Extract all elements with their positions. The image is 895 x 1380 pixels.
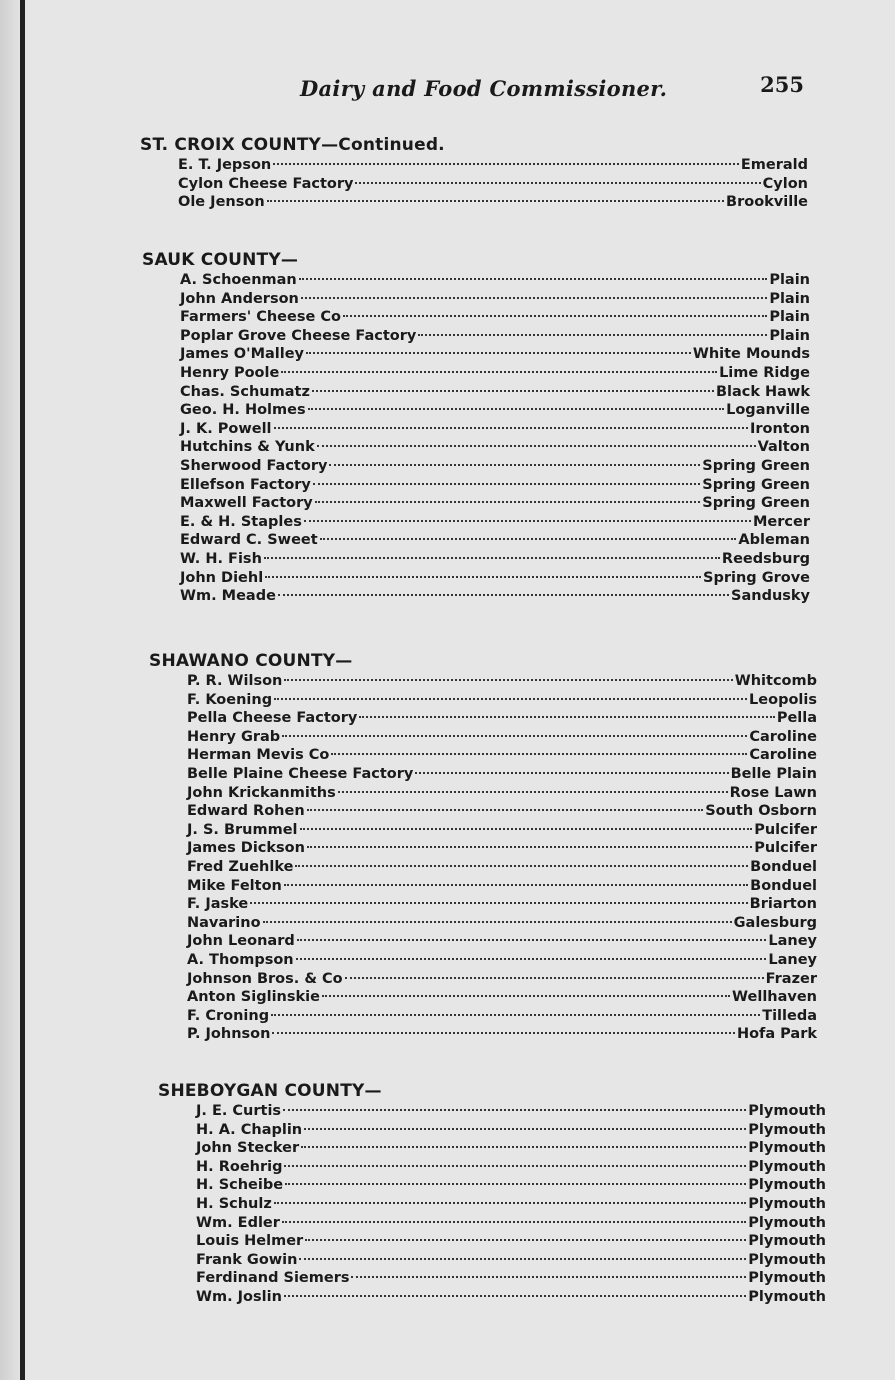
entry-name: Navarino: [187, 914, 261, 931]
list-item: [142, 308, 810, 327]
dot-leader: [299, 277, 768, 280]
entry-place: Plymouth: [748, 1103, 826, 1119]
entry-name: Sherwood Factory: [180, 457, 328, 474]
entry-name: E. T. Jepson: [178, 157, 272, 173]
county-heading: ST. CROIX COUNTY—Continued.: [140, 135, 445, 155]
entry-name: Ferdinand Siemers: [196, 1270, 350, 1287]
entry-name: J. K. Powell: [180, 420, 272, 437]
entry-place: Plymouth: [748, 1195, 826, 1212]
entry-name: H. Schulz: [196, 1195, 272, 1212]
dot-leader: [301, 1145, 746, 1148]
list-item: [142, 345, 810, 364]
entry-place: White Mounds: [692, 346, 810, 363]
entry-place: Loganville: [726, 402, 810, 419]
entry-place: Cylon: [762, 175, 808, 192]
entry-name: Ole Jenson: [178, 194, 265, 211]
entry-place: Plymouth: [748, 1251, 826, 1268]
entry-name: Wm. Joslin: [196, 1288, 282, 1305]
entry-name: John Diehl: [180, 569, 264, 586]
page-header: [300, 72, 820, 106]
entry-name: John Stecker: [196, 1140, 300, 1157]
list-item: [142, 401, 810, 420]
entry-name: Pella Cheese Factory: [187, 710, 358, 727]
dot-leader: [284, 1294, 746, 1297]
county-heading: SHEBOYGAN COUNTY—: [158, 1081, 382, 1101]
dot-leader: [343, 314, 767, 317]
entry-place: Plymouth: [748, 1288, 826, 1305]
entry-place: Belle Plain: [730, 765, 817, 782]
dot-leader: [313, 482, 700, 485]
entry-place: Rose Lawn: [729, 784, 817, 801]
entry-name: Frank Gowin: [196, 1251, 298, 1268]
list-item: [142, 457, 810, 476]
list-item: [149, 672, 817, 691]
entry-place: Plymouth: [748, 1270, 826, 1287]
entry-name: W. H. Fish: [180, 550, 262, 567]
entry-place: Hofa Park: [736, 1026, 817, 1043]
dot-leader: [300, 827, 753, 830]
list-item: [142, 569, 810, 588]
county-heading: SAUK COUNTY—: [142, 250, 299, 270]
list-item: [140, 193, 808, 212]
entry-name: Belle Plaine Cheese Factory: [187, 765, 414, 782]
entry-name: F. Koening: [187, 691, 273, 708]
dot-leader: [351, 1275, 746, 1278]
entry-name: John Anderson: [180, 290, 299, 307]
entry-name: James Dickson: [187, 840, 305, 857]
entry-place: Wellhaven: [732, 989, 817, 1006]
list-item: [142, 438, 810, 457]
dot-leader: [273, 162, 739, 165]
list-item: [140, 175, 808, 194]
entry-place: Reedsburg: [721, 550, 810, 567]
list-item: [140, 156, 808, 175]
list-item: [149, 858, 817, 877]
entry-place: Bonduel: [750, 858, 817, 875]
entry-place: Plymouth: [748, 1158, 826, 1175]
dot-leader: [284, 1164, 746, 1167]
list-item: [149, 709, 817, 728]
county-section-sauk: [142, 249, 810, 606]
entry-place: Sandusky: [731, 588, 810, 605]
entry-place: Plain: [769, 290, 810, 307]
entry-place: Spring Green: [702, 457, 810, 474]
entry-place: Plymouth: [748, 1214, 826, 1231]
entry-place: Ironton: [749, 420, 810, 437]
entry-name: Geo. H. Holmes: [180, 402, 306, 419]
entry-name: Henry Poole: [180, 364, 280, 381]
dot-leader: [281, 370, 717, 373]
list-item: [142, 364, 810, 383]
dot-leader: [312, 389, 714, 392]
entry-name: Edward Rohen: [187, 803, 305, 820]
entry-name: E. & H. Staples: [180, 513, 302, 530]
entry-name: A. Schoenman: [180, 272, 297, 288]
entry-place: Plain: [769, 272, 810, 288]
list-item: [149, 728, 817, 747]
entry-name: Farmers' Cheese Co: [180, 309, 341, 326]
dot-leader: [282, 1220, 746, 1223]
entry-name: H. A. Chaplin: [196, 1121, 303, 1138]
dot-leader: [315, 500, 701, 503]
dot-leader: [274, 426, 748, 429]
dot-leader: [284, 883, 748, 886]
entry-place: Leopolis: [749, 691, 817, 708]
entry-name: Anton Siglinskie: [187, 989, 320, 1006]
dot-leader: [282, 734, 747, 737]
entry-name: H. Roehrig: [196, 1158, 283, 1175]
entry-name: Ellefson Factory: [180, 476, 311, 493]
dot-leader: [283, 1108, 746, 1111]
entry-name: John Krickanmiths: [187, 784, 336, 801]
dot-leader: [329, 463, 700, 466]
list-item: [149, 802, 817, 821]
county-heading: SHAWANO COUNTY—: [149, 651, 353, 671]
dot-leader: [307, 845, 752, 848]
entry-name: Johnson Bros. & Co: [187, 970, 343, 987]
dot-leader: [307, 808, 704, 811]
dot-leader: [301, 296, 767, 299]
dot-leader: [355, 181, 760, 184]
entry-place: Plymouth: [748, 1140, 826, 1157]
entry-place: Bonduel: [750, 877, 817, 894]
running-title: Dairy and Food Commissioner.: [300, 76, 668, 101]
dot-leader: [320, 537, 737, 540]
list-item: [149, 877, 817, 896]
list-item: [158, 1232, 826, 1251]
list-item: [142, 531, 810, 550]
entry-place: Lime Ridge: [719, 364, 810, 381]
entry-name: Herman Mevis Co: [187, 747, 330, 764]
dot-leader: [263, 920, 732, 923]
county-section-st-croix: [140, 134, 808, 212]
dot-leader: [322, 994, 730, 997]
dot-leader: [267, 199, 724, 202]
entry-place: Ableman: [738, 532, 810, 549]
list-item: [142, 587, 810, 606]
list-item: [149, 691, 817, 710]
entry-name: John Leonard: [187, 933, 295, 950]
entry-place: Spring Green: [702, 495, 810, 512]
entry-place: Brookville: [726, 194, 808, 211]
entry-place: Caroline: [749, 747, 817, 764]
dot-leader: [278, 593, 729, 596]
list-item: [149, 746, 817, 765]
list-item: [149, 821, 817, 840]
dot-leader: [317, 444, 756, 447]
list-item: [142, 327, 810, 346]
entry-name: James O'Malley: [180, 346, 305, 363]
entry-place: Pulcifer: [754, 840, 817, 857]
list-item: [158, 1158, 826, 1177]
list-item: [149, 970, 817, 989]
dot-leader: [271, 1013, 760, 1016]
dot-leader: [305, 1238, 746, 1241]
entry-place: Frazer: [765, 970, 817, 987]
entry-name: Louis Helmer: [196, 1233, 304, 1250]
entry-place: Spring Green: [702, 476, 810, 493]
dot-leader: [304, 1127, 746, 1130]
entry-name: P. Johnson: [187, 1026, 271, 1043]
entry-name: Wm. Meade: [180, 588, 276, 605]
dot-leader: [264, 556, 720, 559]
list-item: [158, 1214, 826, 1233]
entry-place: Tilleda: [762, 1007, 817, 1024]
entry-name: A. Thompson: [187, 951, 294, 968]
list-item: [142, 420, 810, 439]
dot-leader: [299, 1257, 746, 1260]
list-item: [158, 1102, 826, 1121]
list-item: [149, 951, 817, 970]
entry-place: Valton: [757, 439, 810, 456]
dot-leader: [308, 407, 725, 410]
dot-leader: [274, 1201, 747, 1204]
entry-name: Maxwell Factory: [180, 495, 313, 512]
entry-name: Mike Felton: [187, 877, 282, 894]
dot-leader: [285, 1182, 746, 1185]
entry-place: Plymouth: [748, 1121, 826, 1138]
county-section-shawano: [149, 650, 817, 1044]
list-item: [142, 513, 810, 532]
dot-leader: [304, 519, 751, 522]
dot-leader: [250, 901, 747, 904]
entry-place: Whitcomb: [734, 673, 817, 689]
entry-name: J. E. Curtis: [196, 1103, 282, 1119]
dot-leader: [297, 938, 767, 941]
dot-leader: [274, 697, 747, 700]
dot-leader: [331, 752, 747, 755]
entry-name: J. S. Brummel: [187, 821, 298, 838]
list-item: [142, 271, 810, 290]
page-binding-edge: [20, 0, 25, 1380]
list-item: [158, 1139, 826, 1158]
dot-leader: [284, 678, 732, 681]
list-item: [158, 1288, 826, 1307]
county-section-sheboygan: [158, 1080, 826, 1307]
dot-leader: [359, 715, 775, 718]
list-item: [158, 1121, 826, 1140]
list-item: [142, 494, 810, 513]
entry-name: F. Croning: [187, 1007, 270, 1024]
entry-name: Henry Grab: [187, 728, 281, 745]
entry-place: Black Hawk: [715, 383, 810, 400]
entry-place: Plain: [769, 327, 810, 344]
entry-name: F. Jaske: [187, 896, 249, 913]
list-item: [142, 476, 810, 495]
entry-place: Plymouth: [748, 1233, 826, 1250]
dot-leader: [306, 351, 691, 354]
entry-place: Laney: [768, 933, 817, 950]
entry-name: H. Scheibe: [196, 1177, 284, 1194]
dot-leader: [265, 575, 701, 578]
list-item: [158, 1251, 826, 1270]
list-item: [158, 1195, 826, 1214]
entry-name: Hutchins & Yunk: [180, 439, 315, 456]
page-gutter-shadow: [0, 0, 20, 1380]
entry-name: Edward C. Sweet: [180, 532, 318, 549]
dot-leader: [418, 333, 767, 336]
entry-place: Laney: [768, 951, 817, 968]
page-number: 255: [760, 72, 804, 97]
list-item: [149, 914, 817, 933]
entry-place: Pulcifer: [754, 821, 817, 838]
list-item: [149, 1025, 817, 1044]
entry-name: P. R. Wilson: [187, 673, 283, 689]
entry-name: Poplar Grove Cheese Factory: [180, 327, 417, 344]
list-item: [149, 988, 817, 1007]
list-item: [142, 290, 810, 309]
entry-place: Emerald: [740, 157, 808, 173]
list-item: [149, 932, 817, 951]
list-item: [149, 895, 817, 914]
dot-leader: [415, 771, 728, 774]
dot-leader: [345, 976, 764, 979]
dot-leader: [272, 1031, 734, 1034]
entry-place: Pella: [776, 710, 817, 727]
entry-place: Plain: [769, 309, 810, 326]
dot-leader: [338, 790, 728, 793]
list-item: [158, 1176, 826, 1195]
entry-place: Galesburg: [733, 914, 817, 931]
entry-name: Cylon Cheese Factory: [178, 175, 354, 192]
entry-name: Fred Zuehlke: [187, 858, 294, 875]
dot-leader: [295, 864, 748, 867]
entry-place: Briarton: [749, 896, 817, 913]
list-item: [158, 1269, 826, 1288]
entry-name: Wm. Edler: [196, 1214, 280, 1231]
dot-leader: [296, 957, 767, 960]
entry-place: Plymouth: [748, 1177, 826, 1194]
list-item: [149, 784, 817, 803]
entry-place: Caroline: [749, 728, 817, 745]
list-item: [149, 765, 817, 784]
entry-name: Chas. Schumatz: [180, 383, 310, 400]
list-item: [149, 839, 817, 858]
list-item: [142, 550, 810, 569]
entry-place: Spring Grove: [703, 569, 810, 586]
list-item: [149, 1007, 817, 1026]
list-item: [142, 383, 810, 402]
entry-place: South Osborn: [705, 803, 817, 820]
entry-place: Mercer: [753, 513, 810, 530]
